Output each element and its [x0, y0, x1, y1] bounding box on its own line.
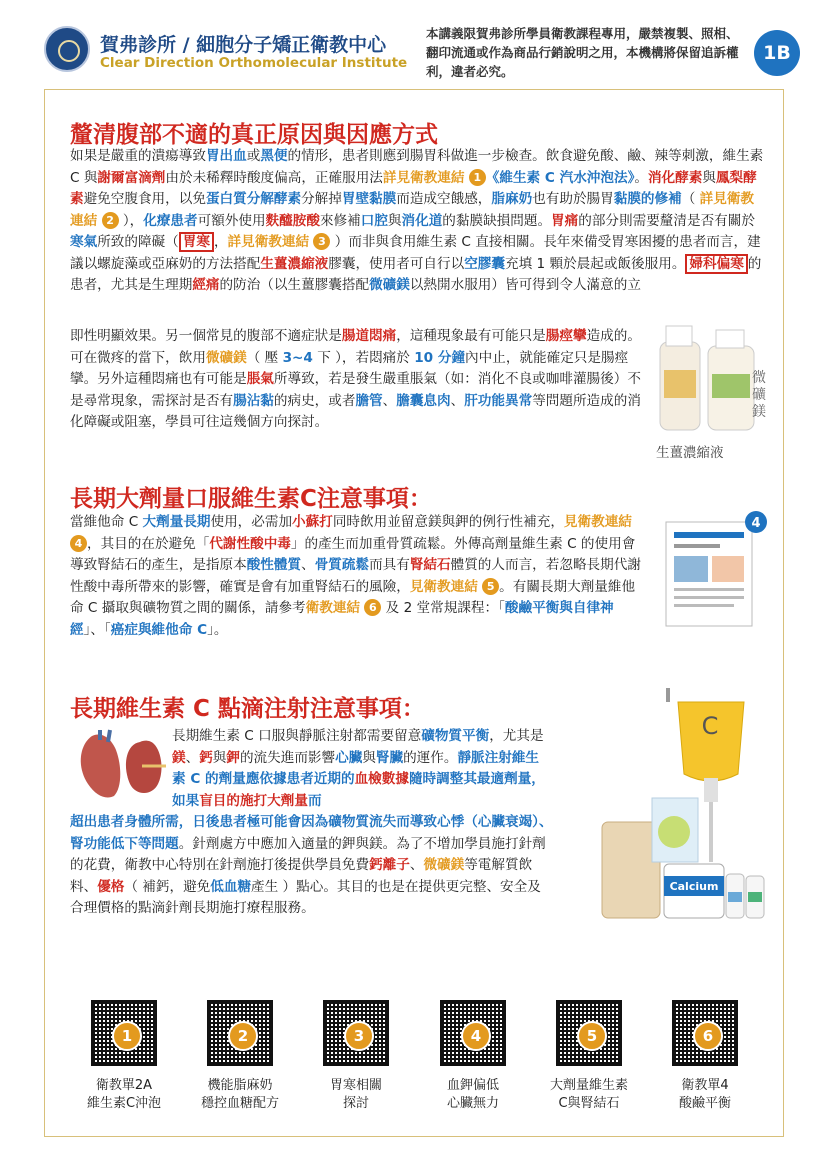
qr-code-3[interactable] — [323, 1000, 389, 1066]
ginger-caption: 生薑濃縮液 — [656, 445, 724, 461]
qr-number-badge: 2 — [228, 1021, 258, 1051]
section-iv-vitc-text-2: 超出患者身體所需，日後患者極可能會因為礦物質流失而導致心悸（心臟衰竭）、腎功能低下等問題。針劑處方中應加入適量的鉀與鎂。為了不增加學員施打針劑的花費，衛教中心特別在針劑施打後提供學員免費鈣離子、微礦鎂等電解質飲料、優格（ 補鈣，避免低血糖產生 ）點心。其目的也是在提供更完整、安全及合理價格的點滴針劑長期施打療程服務。 — [70, 814, 553, 916]
institute-logo — [44, 26, 90, 72]
qr-code-4[interactable] — [440, 1000, 506, 1066]
qr-number-badge: 6 — [693, 1021, 723, 1051]
section-abdominal-text-2: 即性明顯效果。另一個常見的腹部不適症狀是腸道悶痛，這種現象最有可能只是腸痙攣造成的。可在微疼的當下，飲用微礦鎂（ 壓 3~4 下 ），若悶痛於 10 分鐘內中止，就能確定只是腸痙攣。另外這種悶痛也有可能是脹氣所導致，若是發生嚴重脹氣（如：消化不良或咖啡灌腸後）不是尋常現象，需探討是否有腸沾黏的病史，或者膽管、膽囊息肉、肝功能異常等問題所造成的消化障礙或阻塞，學員可往這幾個方向探討。 — [70, 328, 641, 430]
iv-bag-letter: C — [701, 712, 719, 740]
qr-number-badge: 1 — [112, 1021, 142, 1051]
copyright-notice: 本講義限賀弗診所學員衛教課程專用，嚴禁複製、照相、翻印流通或作為商品行銷說明之用，本機構將保留追訴權利，違者必究。 — [426, 26, 739, 79]
magnesium-side-label: 微礦鎂 — [752, 370, 766, 420]
qr-number-badge: 4 — [461, 1021, 491, 1051]
qr-code-1[interactable] — [91, 1000, 157, 1066]
section-title-iv-vitc: 長期維生素 C 點滴注射注意事項： — [70, 696, 425, 722]
page-header — [0, 0, 829, 86]
section-oral-vitc-text: 當維他命 C 大劑量長期使用，必需加小蘇打同時飲用並留意鎂與鉀的例行性補充，見衛教連結 4 ，其目的在於避免「代謝性酸中毒」的產生而加重骨質疏鬆。外傳高劑量維生素 C 的使用會導致腎結石的產生，是指原本酸性體質、骨質疏鬆而具有腎結石體質的人而言，若忽略長期代謝性酸中毒所帶來的影響，確實是會有加重腎結石的風險，見衛教連結 5 。有關長期大劑量維他命 C 攝取與礦物質之間的關係，請參考衛教連結 6 及 2 堂常規課程：「酸鹼平衡與自律神經」、「癌症與維他命 C」。 — [70, 514, 641, 638]
section-title-oral-vitc: 長期大劑量口服維生素C注意事項： — [70, 486, 432, 512]
iv-calcium-photo — [566, 688, 766, 938]
section-iv-vitc-text-1: 長期維生素 C 口服與靜脈注射都需要留意礦物質平衡，尤其是鎂、鈣與鉀的流失進而影響心臟與腎臟的運作。靜脈注射維生素 C 的劑量應依據患者近期的血檢數據隨時調整其最適劑量，如果盲目的施打大劑量而 — [172, 728, 545, 809]
qr-label-6: 衛教單4 酸鹼平衡 — [678, 1078, 731, 1111]
qr-label-3: 胃寒相關 探討 — [329, 1078, 382, 1111]
qr-label-5: 大劑量維生素 C與腎結石 — [549, 1078, 628, 1111]
svg-text:4: 4 — [751, 516, 761, 531]
brand-english: Clear Direction Orthomolecular Institute — [100, 55, 408, 71]
leaflet-thumbnail — [660, 508, 770, 628]
qr-code-5[interactable] — [556, 1000, 622, 1066]
section-title-abdominal: 釐清腹部不適的真正原因與因應方式 — [70, 122, 438, 148]
qr-number-badge: 3 — [344, 1021, 374, 1051]
heart-kidney-illustration — [70, 726, 172, 806]
section-abdominal-text: 如果是嚴重的潰瘍導致胃出血或黑便的情形，患者則應到腸胃科做進一步檢查。飲食避免酸、鹼、辣等刺激，維生素 C 與謝爾富滴劑由於未稀釋時酸度偏高，正確服用法詳見衛教連結 1 《維生素 C 汽水沖泡法》。消化酵素與鳳梨酵素避免空腹食用，以免蛋白質分解酵素分解掉胃壁黏膜而造成空餓感，脂麻奶也有助於腸胃黏膜的修補（ 詳見衛教連結 2 ），化療患者可額外使用麩醯胺酸來修補口腔與消化道的黏膜缺損問題。胃痛的部分則需要釐清是否有關於寒氣所致的障礙（ 胃寒 ，詳見衛教連結 3 ）而非與食用維生素 C 直接相關。長年來備受胃寒困擾的患者而言，建議以螺旋藻或亞麻奶的方法搭配生薑濃縮液膠囊，使用者可自行以空膠囊充填 1 顆於晨起或飯後服用。 婦科偏寒 的患者，尤其是生理期經痛的防治（以生薑膠囊搭配微礦鎂以熱開水服用）皆可得到令人滿意的立 — [70, 148, 764, 293]
qr-code-6[interactable] — [672, 1000, 738, 1066]
qr-code-2[interactable] — [207, 1000, 273, 1066]
qr-number-badge: 5 — [577, 1021, 607, 1051]
qr-label-1: 衛教單2A 維生素C沖泡 — [86, 1078, 162, 1111]
qr-label-4: 血鉀偏低 心臟無力 — [446, 1078, 499, 1111]
page-number-badge: 1B — [754, 30, 800, 76]
qr-label-2: 機能脂麻奶 穩控血糖配方 — [200, 1078, 279, 1111]
brand-chinese: 賀弗診所 / 細胞分子矯正衛教中心 — [100, 34, 387, 56]
calcium-label: Calcium — [669, 880, 719, 893]
